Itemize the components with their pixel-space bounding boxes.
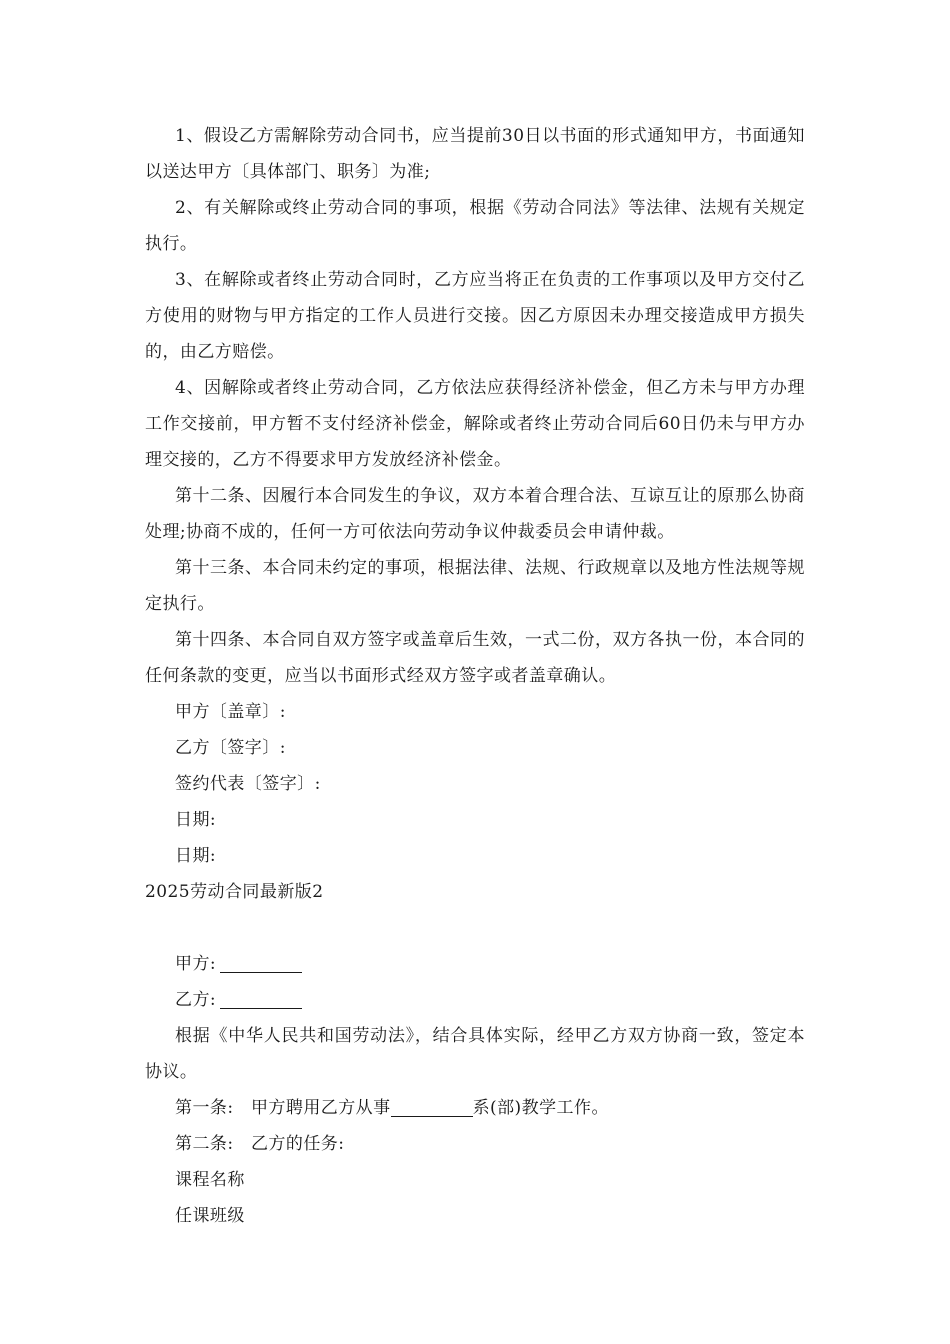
clause-2: 2、有关解除或终止劳动合同的事项，根据《劳动合同法》等法律、法规有关规定执行。 (145, 198, 805, 254)
party-b-line (145, 982, 805, 1018)
class-assigned-label: 任课班级 (175, 1206, 245, 1226)
contract-intro: 根据《中华人民共和国劳动法》，结合具体实际，经甲乙方双方协商一致，签定本协议。 (145, 1026, 805, 1082)
blank-line (145, 910, 805, 946)
party-b-blank (220, 984, 302, 1009)
article-1-suffix: 系(部)教学工作。 (472, 1098, 609, 1118)
signature-representative: 签约代表〔签字〕: (175, 774, 321, 794)
signature-date-1: 日期: (175, 810, 217, 830)
clause-1: 1、假设乙方需解除劳动合同书，应当提前30日以书面的形式通知甲方，书面通知以送达甲方〔具体部门、职务〕为准; (145, 126, 805, 182)
article-13: 第十三条、本合同未约定的事项，根据法律、法规、行政规章以及地方性法规等规定执行。 (145, 558, 805, 614)
clause-4: 4、因解除或者终止劳动合同，乙方依法应获得经济补偿金，但乙方未与甲方办理工作交接前，甲方暂不支付经济补偿金，解除或者终止劳动合同后60日仍未与甲方办理交接的，乙方不得要求甲方发放经济补偿金。 (145, 378, 805, 470)
party-b-label: 乙方: (175, 990, 217, 1010)
article-14: 第十四条、本合同自双方签字或盖章后生效，一式二份，双方各执一份，本合同的任何条款的变更，应当以书面形式经双方签字或者盖章确认。 (145, 630, 805, 686)
signature-party-a: 甲方〔盖章〕: (175, 702, 286, 722)
second-contract-title: 2025劳动合同最新版2 (145, 882, 324, 902)
document-body (145, 118, 805, 1234)
party-a-line (145, 946, 805, 982)
article-12: 第十二条、因履行本合同发生的争议，双方本着合理合法、互谅互让的原那么协商处理;协商不成的，任何一方可依法向劳动争议仲裁委员会申请仲裁。 (145, 486, 805, 542)
clause-3: 3、在解除或者终止劳动合同时，乙方应当将正在负责的工作事项以及甲方交付乙方使用的财物与甲方指定的工作人员进行交接。因乙方原因未办理交接造成甲方损失的，由乙方赔偿。 (145, 270, 805, 362)
signature-party-b: 乙方〔签字〕: (175, 738, 286, 758)
department-blank (391, 1092, 473, 1117)
party-a-blank (220, 948, 302, 973)
party-a-label: 甲方: (175, 954, 217, 974)
article-2: 第二条: 乙方的任务: (175, 1134, 345, 1154)
signature-date-2: 日期: (175, 846, 217, 866)
course-name-label: 课程名称 (175, 1170, 245, 1190)
article-1-line (145, 1090, 805, 1126)
article-1-prefix: 第一条: 甲方聘用乙方从事 (175, 1098, 391, 1118)
